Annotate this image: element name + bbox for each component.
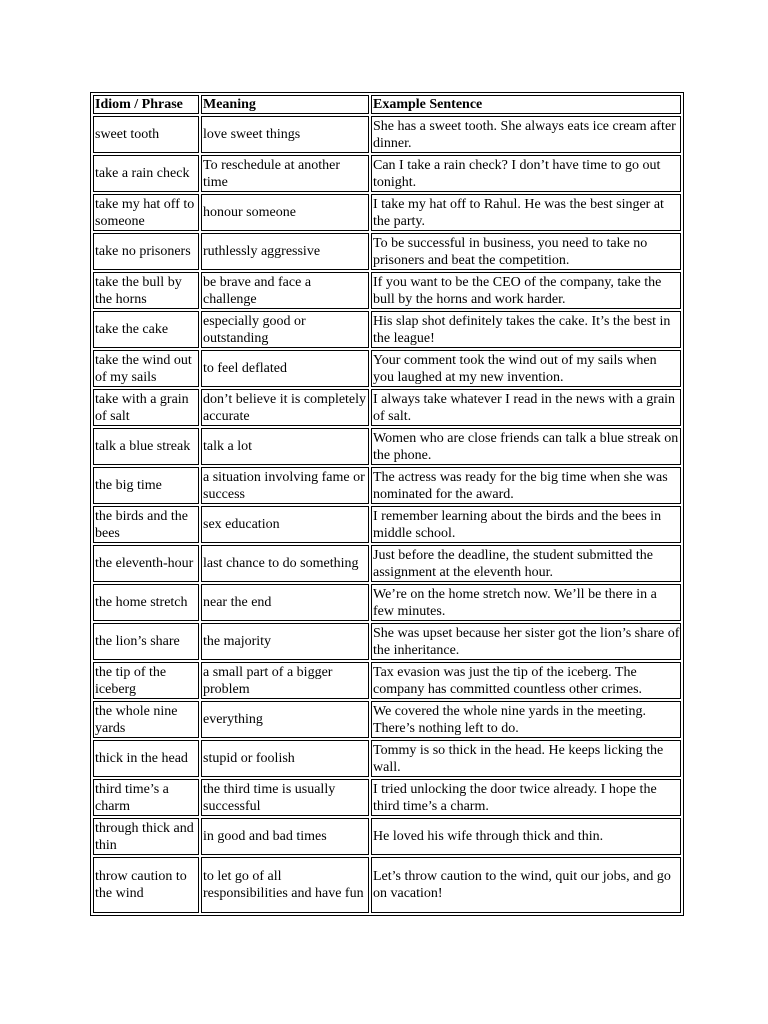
meaning-cell: to feel deflated <box>201 350 369 387</box>
table-row <box>93 350 681 387</box>
example-cell: He loved his wife through thick and thin. <box>371 818 681 855</box>
idiom-cell: throw caution to the wind <box>93 857 199 913</box>
example-cell: She has a sweet tooth. She always eats ice cream after dinner. <box>371 116 681 153</box>
example-cell: We covered the whole nine yards in the meeting. There’s nothing left to do. <box>371 701 681 738</box>
example-cell: If you want to be the CEO of the company, take the bull by the horns and work harder. <box>371 272 681 309</box>
example-cell: I always take whatever I read in the news with a grain of salt. <box>371 389 681 426</box>
example-cell: Your comment took the wind out of my sails when you laughed at my new invention. <box>371 350 681 387</box>
meaning-cell: talk a lot <box>201 428 369 465</box>
header-idiom: Idiom / Phrase <box>93 95 199 114</box>
meaning-cell: last chance to do something <box>201 545 369 582</box>
idiom-cell: take with a grain of salt <box>93 389 199 426</box>
meaning-cell: sex education <box>201 506 369 543</box>
idiom-cell: take the bull by the horns <box>93 272 199 309</box>
meaning-cell: be brave and face a challenge <box>201 272 369 309</box>
meaning-cell: the majority <box>201 623 369 660</box>
meaning-cell: don’t believe it is completely accurate <box>201 389 369 426</box>
idiom-cell: take the wind out of my sails <box>93 350 199 387</box>
table-row <box>93 233 681 270</box>
table-row <box>93 194 681 231</box>
example-cell: His slap shot definitely takes the cake. It’s the best in the league! <box>371 311 681 348</box>
idiom-cell: the eleventh-hour <box>93 545 199 582</box>
table-row <box>93 116 681 153</box>
idiom-cell: talk a blue streak <box>93 428 199 465</box>
idiom-cell: thick in the head <box>93 740 199 777</box>
meaning-cell: everything <box>201 701 369 738</box>
example-cell: Tommy is so thick in the head. He keeps licking the wall. <box>371 740 681 777</box>
idiom-cell: the home stretch <box>93 584 199 621</box>
idiom-cell: take my hat off to someone <box>93 194 199 231</box>
idiom-cell: take a rain check <box>93 155 199 192</box>
meaning-cell: the third time is usually successful <box>201 779 369 816</box>
idiom-cell: the big time <box>93 467 199 504</box>
idiom-table <box>90 92 684 916</box>
example-cell: She was upset because her sister got the lion’s share of the inheritance. <box>371 623 681 660</box>
example-cell: The actress was ready for the big time when she was nominated for the award. <box>371 467 681 504</box>
example-cell: I tried unlocking the door twice already. I hope the third time’s a charm. <box>371 779 681 816</box>
table-row <box>93 467 681 504</box>
meaning-cell: in good and bad times <box>201 818 369 855</box>
example-cell: Just before the deadline, the student submitted the assignment at the eleventh hour. <box>371 545 681 582</box>
meaning-cell: a small part of a bigger problem <box>201 662 369 699</box>
table-body <box>93 116 681 913</box>
table-header-row <box>93 95 681 114</box>
meaning-cell: love sweet things <box>201 116 369 153</box>
table-row <box>93 506 681 543</box>
table-row <box>93 155 681 192</box>
meaning-cell: near the end <box>201 584 369 621</box>
example-cell: I take my hat off to Rahul. He was the best singer at the party. <box>371 194 681 231</box>
table-row <box>93 818 681 855</box>
table-row <box>93 272 681 309</box>
example-cell: Let’s throw caution to the wind, quit our jobs, and go on vacation! <box>371 857 681 913</box>
meaning-cell: to let go of all responsibilities and have fun <box>201 857 369 913</box>
example-cell: Women who are close friends can talk a blue streak on the phone. <box>371 428 681 465</box>
idiom-cell: sweet tooth <box>93 116 199 153</box>
header-meaning: Meaning <box>201 95 369 114</box>
example-cell: Can I take a rain check? I don’t have time to go out tonight. <box>371 155 681 192</box>
table-row <box>93 701 681 738</box>
example-cell: Tax evasion was just the tip of the iceberg. The company has committed countless other crimes. <box>371 662 681 699</box>
meaning-cell: especially good or outstanding <box>201 311 369 348</box>
header-example: Example Sentence <box>371 95 681 114</box>
table-row <box>93 389 681 426</box>
table-row <box>93 545 681 582</box>
table-row <box>93 857 681 913</box>
idiom-cell: take the cake <box>93 311 199 348</box>
example-cell: I remember learning about the birds and the bees in middle school. <box>371 506 681 543</box>
idiom-table-container <box>90 92 684 916</box>
idiom-cell: the whole nine yards <box>93 701 199 738</box>
table-row <box>93 584 681 621</box>
meaning-cell: ruthlessly aggressive <box>201 233 369 270</box>
idiom-cell: the lion’s share <box>93 623 199 660</box>
table-row <box>93 662 681 699</box>
idiom-cell: third time’s a charm <box>93 779 199 816</box>
idiom-cell: take no prisoners <box>93 233 199 270</box>
meaning-cell: a situation involving fame or success <box>201 467 369 504</box>
meaning-cell: To reschedule at another time <box>201 155 369 192</box>
example-cell: We’re on the home stretch now. We’ll be there in a few minutes. <box>371 584 681 621</box>
idiom-cell: the tip of the iceberg <box>93 662 199 699</box>
idiom-cell: the birds and the bees <box>93 506 199 543</box>
table-row <box>93 428 681 465</box>
table-row <box>93 740 681 777</box>
example-cell: To be successful in business, you need to take no prisoners and beat the competition. <box>371 233 681 270</box>
table-row <box>93 623 681 660</box>
meaning-cell: stupid or foolish <box>201 740 369 777</box>
table-row <box>93 779 681 816</box>
idiom-cell: through thick and thin <box>93 818 199 855</box>
table-row <box>93 311 681 348</box>
meaning-cell: honour someone <box>201 194 369 231</box>
